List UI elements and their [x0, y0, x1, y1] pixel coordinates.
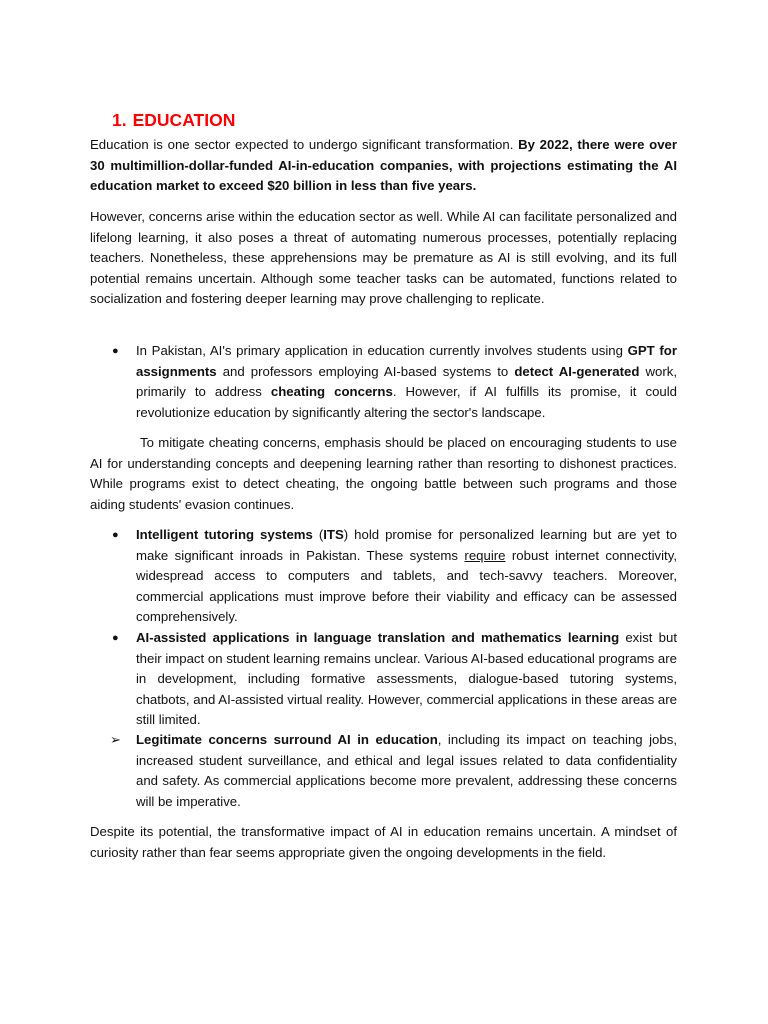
bullet-its — [90, 525, 677, 628]
bullet-text: Legitimate concerns surround AI in education, including its impact on teaching jobs, increased student surveillance, and ethical and legal issues related to data confidentiality and safety. As commercial applications become more prevalent, addressing these concerns will be imperative. — [136, 732, 677, 809]
concerns-paragraph: However, concerns arise within the education sector as well. While AI can facilitate personalized and lifelong learning, it also poses a threat of automating numerous processes, potentially replacing teachers. Nonetheless, these apprehensions may be premature as AI is still evolving, and its full potential remains uncertain. Although some teacher tasks can be automated, functions related to socialization and fostering deeper learning may prove challenging to replicate. — [90, 209, 677, 306]
bullet-legitimate-concerns — [90, 730, 677, 812]
bullet-dot-icon: ● — [112, 632, 119, 644]
bullet-dot-icon: ● — [112, 529, 119, 541]
bullet-ai-assisted-apps — [90, 628, 677, 731]
section-number: 1. — [112, 110, 127, 130]
intro-text: Education is one sector expected to undergo significant transformation. — [90, 137, 519, 152]
intro-bold-text: By 2022, there were over 30 multimillion-dollar-funded AI-in-education companies, with projections estimating the AI education market to exceed $20 billion in less than five years. — [90, 137, 677, 193]
bullet-text: Intelligent tutoring systems (ITS) hold promise for personalized learning but are yet to make significant inroads in Pakistan. These systems require robust internet connectivity, widespread access to computers and tablets, and tech-savvy teachers. Moreover, commercial applications must improve before their viability and efficacy can be assessed comprehensively. — [136, 527, 677, 624]
section-heading — [112, 110, 235, 131]
section-title: EDUCATION — [132, 110, 236, 130]
bullet-pakistan-gpt — [90, 341, 677, 423]
conclusion-paragraph: Despite its potential, the transformative impact of AI in education remains uncertain. A mindset of curiosity rather than fear seems appropriate given the ongoing developments in the field. — [90, 824, 677, 860]
bullet-dot-icon: ● — [112, 345, 119, 357]
bullet-text: In Pakistan, AI's primary application in education currently involves students using GPT for assignments and professors employing AI-based systems to detect AI-generated work, primarily to address cheating concerns. However, if AI fulfills its promise, it could revolutionize education by significantly altering the sector's landscape. — [136, 343, 678, 420]
arrow-bullet-icon: ➢ — [110, 732, 121, 747]
intro-paragraph — [90, 135, 677, 197]
bullet-text: AI-assisted applications in language translation and mathematics learning exist but their impact on student learning remains unclear. Various AI-based educational programs are in development, including formative assessments, dialogue-based tutoring systems, chatbots, and AI-assisted virtual reality. However, commercial applications in these areas are still limited. — [136, 630, 677, 727]
mitigation-paragraph: To mitigate cheating concerns, emphasis should be placed on encouraging students to use AI for understanding concepts and deepening learning rather than resorting to dishonest practices. While programs exist to detect cheating, the ongoing battle between such programs and those aiding students' evasion continues. — [90, 435, 677, 512]
